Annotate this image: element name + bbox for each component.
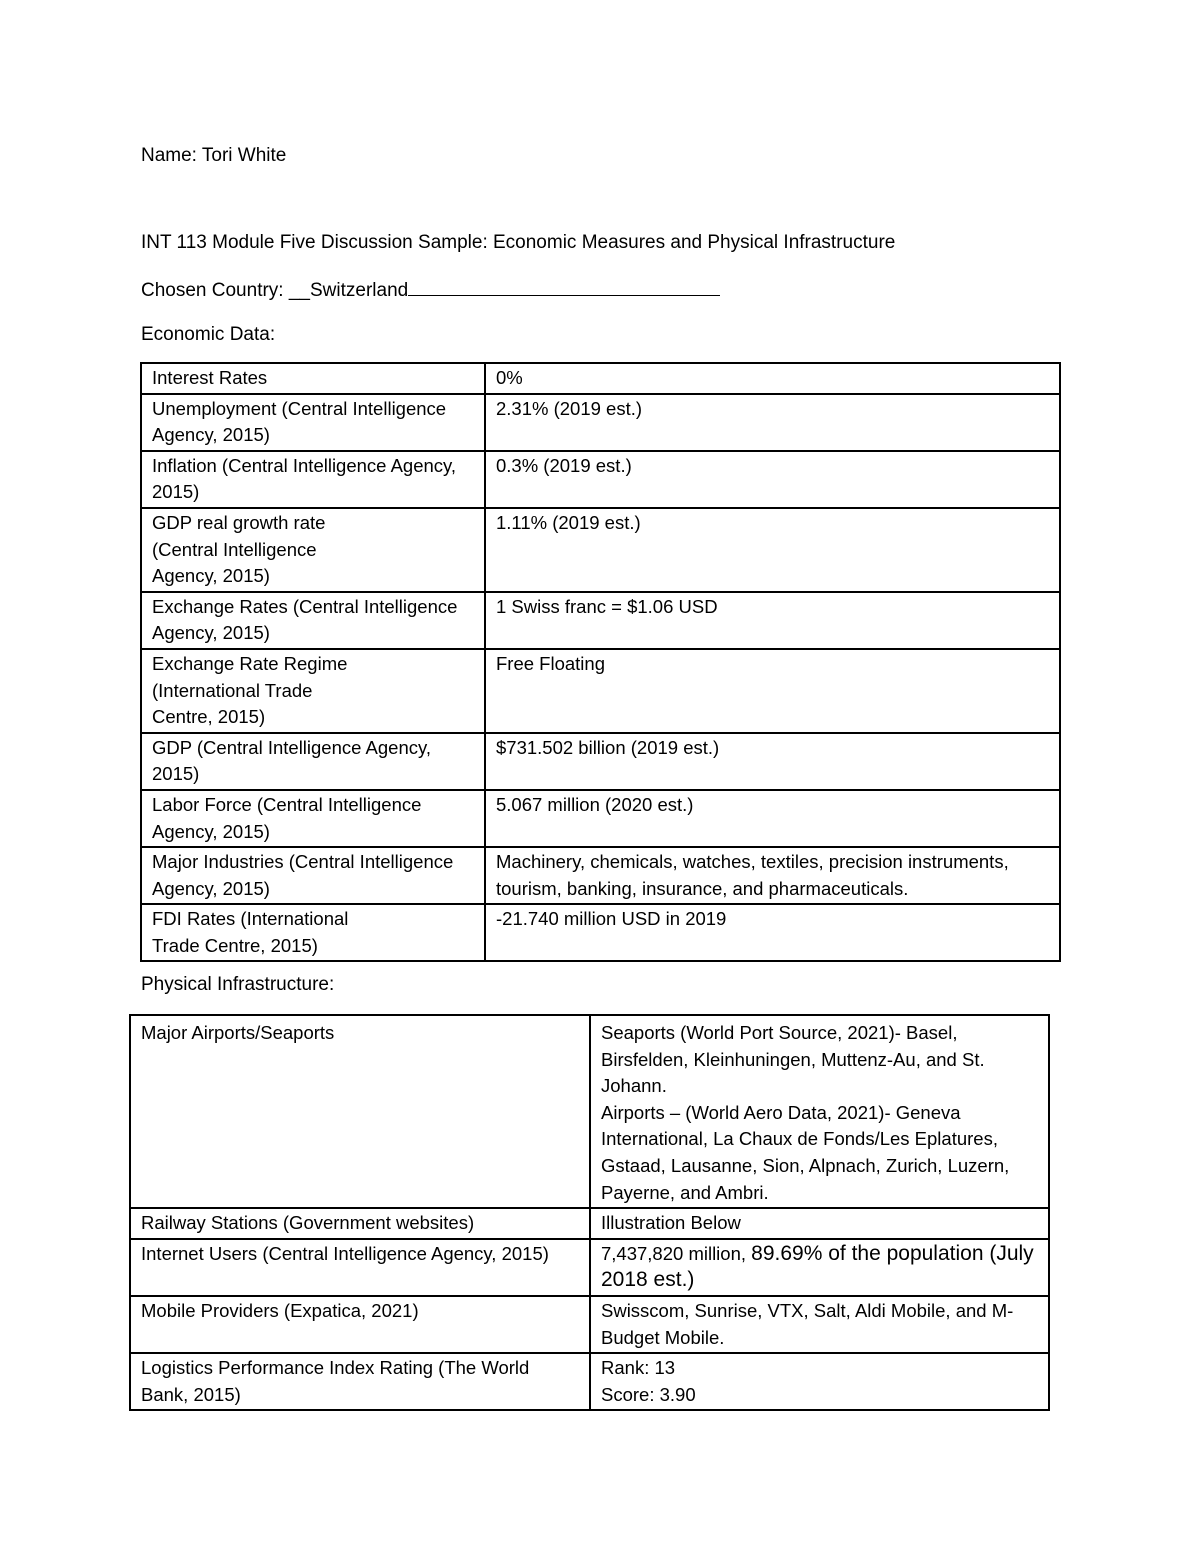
- chosen-country-underline: [408, 277, 720, 296]
- row-value: 1 Swiss franc = $1.06 USD: [485, 592, 1060, 649]
- row-label: Labor Force (Central Intelligence Agency, 2015): [141, 790, 485, 847]
- physical-infrastructure-heading: Physical Infrastructure:: [141, 974, 335, 995]
- row-label: Internet Users (Central Intelligence Agency, 2015): [130, 1239, 590, 1296]
- table-row: [141, 363, 1060, 394]
- table-row: [141, 508, 1060, 592]
- row-value: [590, 1353, 1049, 1410]
- row-value: [590, 1015, 1049, 1208]
- row-label: Unemployment (Central Intelligence Agency, 2015): [141, 394, 485, 451]
- table-row: [141, 451, 1060, 508]
- table-row: [141, 904, 1060, 961]
- document-title: INT 113 Module Five Discussion Sample: Economic Measures and Physical Infrastructure: [141, 232, 896, 253]
- internet-users-count: 7,437,820 million,: [601, 1242, 752, 1264]
- row-value: $731.502 billion (2019 est.): [485, 733, 1060, 790]
- row-value: [590, 1239, 1049, 1296]
- student-name: Name: Tori White: [141, 145, 287, 166]
- lpi-rank: Rank: 13: [601, 1357, 676, 1379]
- table-row: [130, 1015, 1049, 1208]
- row-label: FDI Rates (International Trade Centre, 2015): [141, 904, 485, 961]
- table-row: [141, 649, 1060, 733]
- row-label: Exchange Rate Regime (International Trade Centre, 2015): [141, 649, 485, 733]
- chosen-country-label: Chosen Country:: [141, 280, 289, 301]
- row-label: GDP real growth rate (Central Intelligence Agency, 2015): [141, 508, 485, 592]
- row-label: Major Industries (Central Intelligence Agency, 2015): [141, 847, 485, 904]
- row-value: Illustration Below: [590, 1208, 1049, 1239]
- table-row: [141, 592, 1060, 649]
- row-label: Interest Rates: [141, 363, 485, 394]
- row-value: 1.11% (2019 est.): [485, 508, 1060, 592]
- table-row: [130, 1353, 1049, 1410]
- row-label: Major Airports/Seaports: [130, 1015, 590, 1208]
- table-row: [130, 1208, 1049, 1239]
- economic-data-heading: Economic Data:: [141, 324, 276, 345]
- row-value: Swisscom, Sunrise, VTX, Salt, Aldi Mobile, and M-Budget Mobile.: [590, 1296, 1049, 1353]
- row-label: GDP (Central Intelligence Agency, 2015): [141, 733, 485, 790]
- economic-data-table: [140, 362, 1061, 962]
- physical-infrastructure-table: [129, 1014, 1050, 1411]
- seaports-text: Seaports (World Port Source, 2021)- Basel, Birsfelden, Kleinhuningen, Muttenz-Au, and St. Johann.: [601, 1022, 985, 1097]
- airports-text: Airports – (World Aero Data, 2021)- Geneva International, La Chaux de Fonds/Les Eplatures, Gstaad, Lausanne, Sion, Alpnach, Zurich, Luzern, Payerne, and Ambri.: [601, 1101, 1010, 1203]
- row-value: Free Floating: [485, 649, 1060, 733]
- row-value: 2.31% (2019 est.): [485, 394, 1060, 451]
- table-row: [141, 733, 1060, 790]
- row-label: Mobile Providers (Expatica, 2021): [130, 1296, 590, 1353]
- table-row: [130, 1296, 1049, 1353]
- row-label: Inflation (Central Intelligence Agency, 2015): [141, 451, 485, 508]
- chosen-country-value: Switzerland: [310, 280, 409, 301]
- row-label: Exchange Rates (Central Intelligence Agency, 2015): [141, 592, 485, 649]
- row-label: Railway Stations (Government websites): [130, 1208, 590, 1239]
- table-row: [141, 394, 1060, 451]
- row-value: 5.067 million (2020 est.): [485, 790, 1060, 847]
- lpi-score: Score: 3.90: [601, 1383, 696, 1405]
- row-value: 0.3% (2019 est.): [485, 451, 1060, 508]
- row-value: -21.740 million USD in 2019: [485, 904, 1060, 961]
- row-label: Logistics Performance Index Rating (The World Bank, 2015): [130, 1353, 590, 1410]
- internet-users-share: 89.69% of the population (July 2018 est.): [601, 1241, 1034, 1292]
- row-value: Machinery, chemicals, watches, textiles, precision instruments, tourism, banking, insurance, and pharmaceuticals.: [485, 847, 1060, 904]
- chosen-country-blank-prefix: __: [288, 280, 310, 301]
- chosen-country-line: [141, 277, 720, 303]
- row-value: 0%: [485, 363, 1060, 394]
- table-row: [141, 847, 1060, 904]
- table-row: [130, 1239, 1049, 1296]
- table-row: [141, 790, 1060, 847]
